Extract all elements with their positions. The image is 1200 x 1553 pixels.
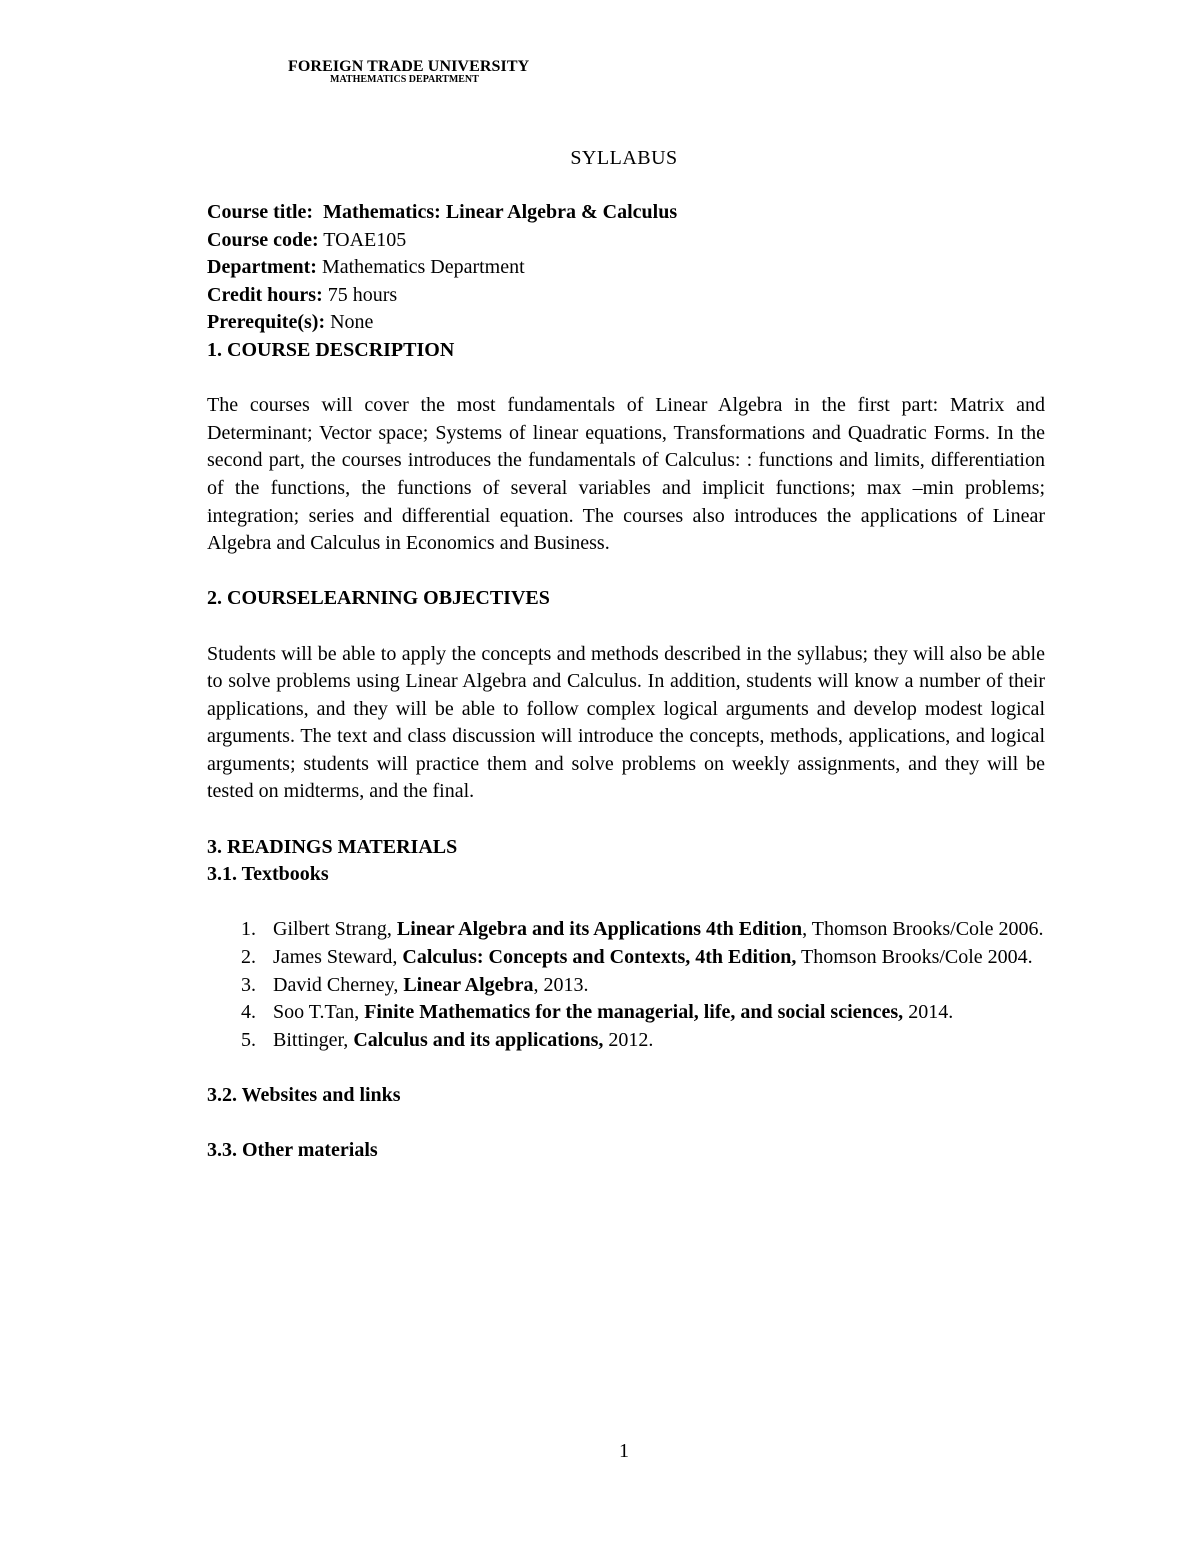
- websites-heading: 3.2. Websites and links: [207, 1084, 401, 1106]
- course-title-value: Mathematics: Linear Algebra & Calculus: [323, 201, 678, 223]
- credit-hours-row: [207, 282, 1045, 310]
- university-name: FOREIGN TRADE UNIVERSITY: [288, 58, 530, 75]
- prerequisites-row: [207, 309, 1045, 337]
- section-1-heading: 1. COURSE DESCRIPTION: [207, 338, 455, 361]
- course-code-row: [207, 227, 1045, 255]
- list-item: 1. Gilbert Strang, Linear Algebra and its Applications 4th Edition, Thomson Brooks/Cole 2006.: [241, 918, 1044, 941]
- course-description-text: The courses will cover the most fundamentals of Linear Algebra in the first part: Matrix and Determinant; Vector space; Systems of linear equations, Transformations and Quadratic Forms. In the second part, the courses introduces the fundamentals of Calculus: : functions and limits, differentiation of the functions, the functions of several variables and implicit functions; max –min problems; integration; series and differential equation. The courses also introduces the applications of Linear Algebra and Calculus in Economics and Business.: [207, 394, 1045, 555]
- page-number: 1: [619, 1440, 629, 1462]
- course-title-row: [207, 199, 1045, 227]
- section-3-heading: 3. READINGS MATERIALS: [207, 835, 458, 858]
- list-item: 4. Soo T.Tan, Finite Mathematics for the managerial, life, and social sciences, 2014.: [241, 1001, 954, 1024]
- other-materials-heading: 3.3. Other materials: [207, 1139, 378, 1162]
- list-item: 3. David Cherney, Linear Algebra, 2013.: [241, 973, 589, 996]
- learning-objectives-text: Students will be able to apply the concepts and methods described in the syllabus; they will also be able to solve problems using Linear Algebra and Calculus. In addition, students will know a number of their applications, and they will be able to follow complex logical arguments and develop modest logical arguments. The text and class discussion will introduce the concepts, methods, applications, and logical arguments; students will practice them and solve problems on weekly assignments, and they will be tested on midterms, and the final.: [207, 642, 1045, 803]
- prerequisites-value: None: [330, 311, 374, 334]
- textbook-list: [207, 916, 1045, 1054]
- section-2-heading: 2. COURSELEARNING OBJECTIVES: [207, 587, 550, 610]
- textbooks-heading: 3.1. Textbooks: [207, 863, 329, 886]
- prerequisites-label: Prerequite(s):: [207, 311, 326, 334]
- list-item: 5. Bittinger, Calculus and its applications, 2012.: [241, 1028, 654, 1051]
- letterhead: [288, 58, 529, 85]
- department-value: Mathematics Department: [321, 256, 525, 279]
- course-code-label: Course code:: [207, 228, 319, 251]
- credit-hours-value: 75 hours: [327, 283, 398, 306]
- course-title-label: Course title:: [207, 201, 314, 223]
- document-title: SYLLABUS: [570, 147, 678, 169]
- syllabus-body: [207, 199, 1045, 1165]
- credit-hours-label: Credit hours:: [207, 283, 323, 306]
- course-code-value: TOAE105: [323, 228, 407, 251]
- department-label: Department:: [207, 256, 317, 279]
- department-row: [207, 254, 1045, 282]
- department-name: MATHEMATICS DEPARTMENT: [330, 74, 479, 85]
- list-item: 2. James Steward, Calculus: Concepts and Contexts, 4th Edition, Thomson Brooks/Cole 2004.: [241, 946, 1033, 969]
